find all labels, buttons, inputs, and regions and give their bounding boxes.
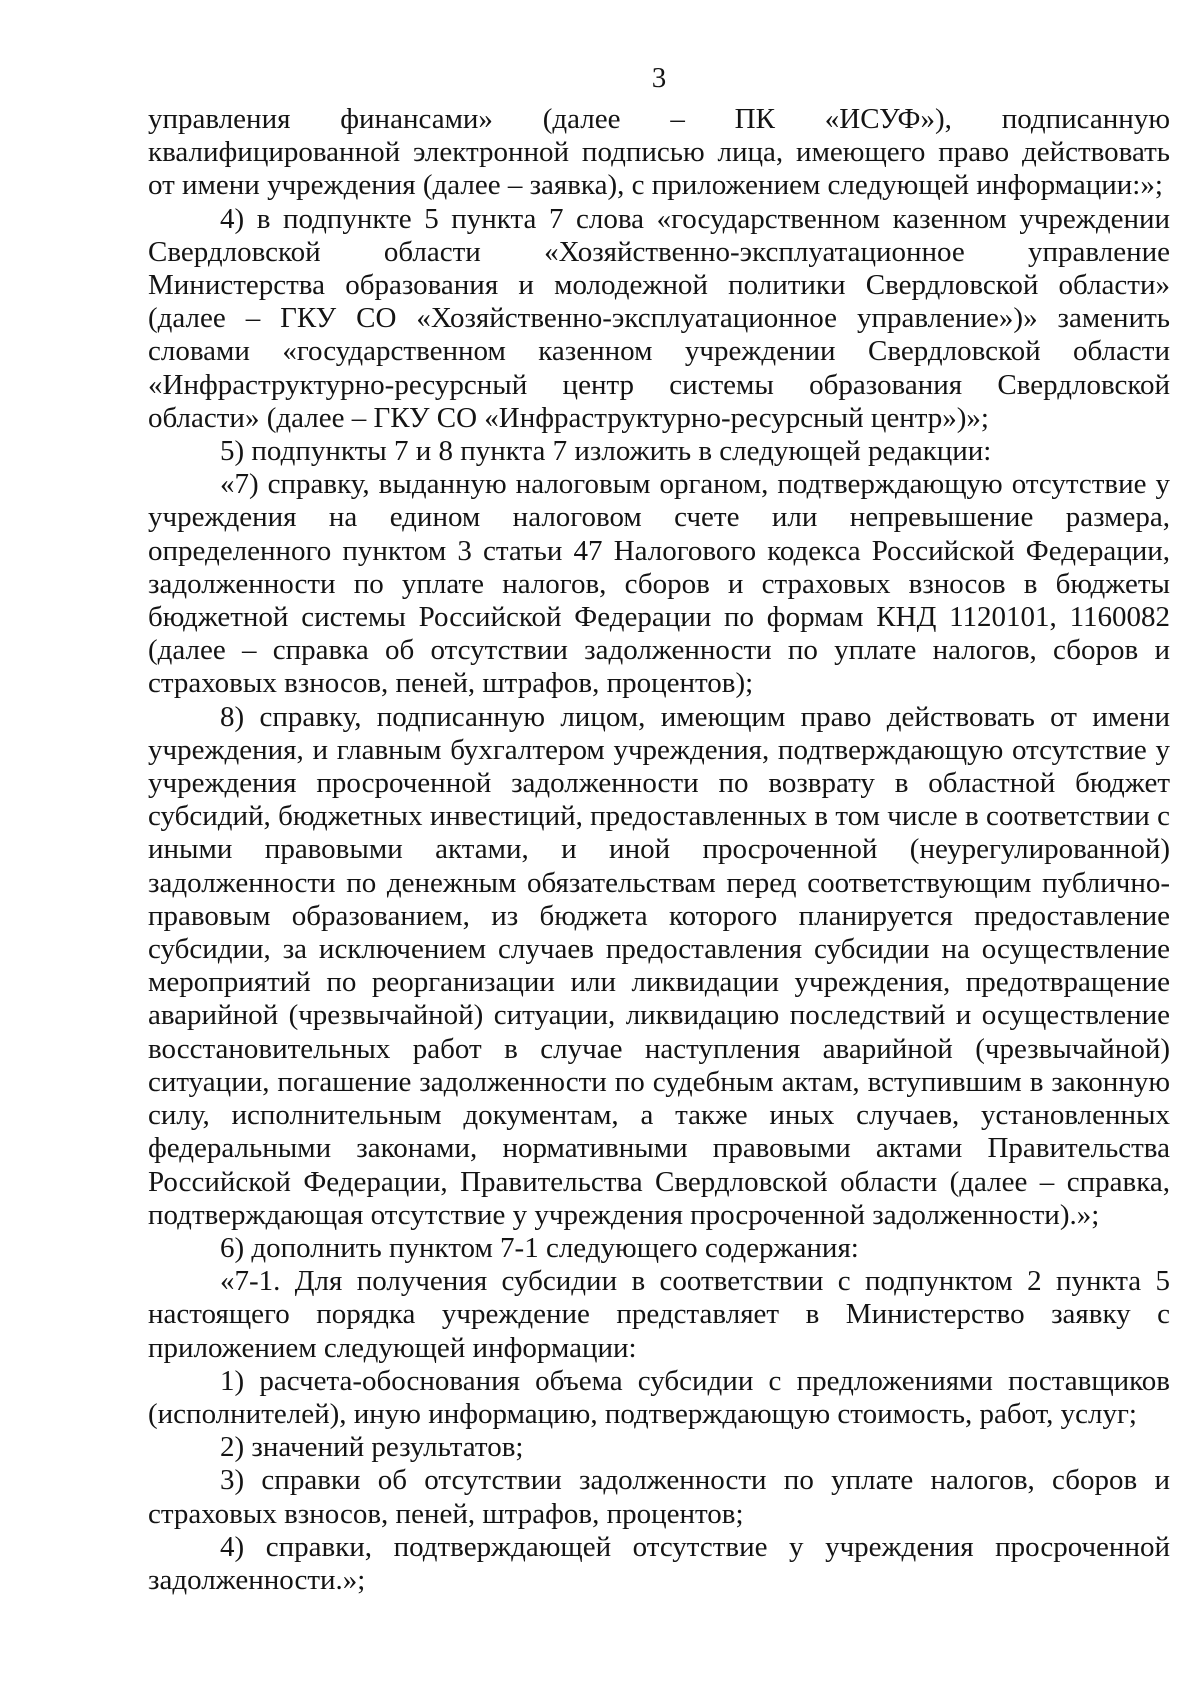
list-item: 2) значений результатов;	[220, 1431, 524, 1464]
document-body	[148, 103, 1170, 1597]
list-item: 1) расчета-обоснования объема субсидии с предложениями поставщиков (исполнителей), иную информацию, подтверждающую стоимость, работ, услуг;	[148, 1364, 1170, 1430]
paragraph: «7) справку, выданную налоговым органом, подтверждающую отсутствие у учреждения на едином налоговом счете или непревышение размера, определенного пунктом 3 статьи 47 Налогового кодекса Российской Федерации, задолженности по уплате налогов, сборов и страховых взносов в бюджеты бюджетной системы Российской Федерации по формам КНД 1120101, 1160082 (далее – справка об отсутствии задолженности по уплате налогов, сборов и страховых взносов, пеней, штрафов, процентов);	[148, 468, 1170, 700]
paragraph: 4) в подпункте 5 пункта 7 слова «государственном казенном учреждении Свердловской области «Хозяйственно-эксплуатационное управление Министерства образования и молодежной политики Свердловской области» (далее – ГКУ СО «Хозяйственно-эксплуатационное управление»)» заменить словами «государственном казенном учреждении Свердловской области «Инфраструктурно-ресурсный центр системы образования Свердловской области» (далее – ГКУ СО «Инфраструктурно-ресурсный центр»)»;	[148, 202, 1170, 434]
document-page	[148, 58, 1170, 1597]
paragraph: «7-1. Для получения субсидии в соответствии с подпунктом 2 пункта 5 настоящего порядка учреждение представляет в Министерство заявку с приложением следующей информации:	[148, 1265, 1170, 1364]
list-item: 3) справки об отсутствии задолженности по уплате налогов, сборов и страховых взносов, пеней, штрафов, процентов;	[148, 1464, 1170, 1530]
page-number: 3	[651, 62, 667, 94]
paragraph: 8) справку, подписанную лицом, имеющим право действовать от имени учреждения, и главным бухгалтером учреждения, подтверждающую отсутствие у учреждения просроченной задолженности по возврату в областной бюджет субсидий, бюджетных инвестиций, предоставленных в том числе в соответствии с иными правовыми актами, и иной просроченной (неурегулированной) задолженности по денежным обязательствам перед соответствующим публично-правовым образованием, из бюджета которого планируется предоставление субсидии, за исключением случаев предоставления субсидии на осуществление мероприятий по реорганизации или ликвидации учреждения, предотвращение аварийной (чрезвычайной) ситуации, ликвидацию последствий и осуществление восстановительных работ в случае наступления аварийной (чрезвычайной) ситуации, погашение задолженности по судебным актам, вступившим в законную силу, исполнительным документам, а также иных случаев, установленных федеральными законами, нормативными правовыми актами Правительства Российской Федерации, Правительства Свердловской области (далее – справка, подтверждающая отсутствие у учреждения просроченной задолженности).»;	[148, 700, 1170, 1231]
paragraph: управления финансами» (далее – ПК «ИСУФ»), подписанную квалифицированной электронной подписью лица, имеющего право действовать от имени учреждения (далее – заявка), с приложением следующей информации:»;	[148, 103, 1170, 202]
paragraph: 6) дополнить пунктом 7-1 следующего содержания:	[220, 1231, 859, 1264]
paragraph: 5) подпункты 7 и 8 пункта 7 изложить в следующей редакции:	[220, 435, 992, 468]
list-item: 4) справки, подтверждающей отсутствие у учреждения просроченной задолженности.»;	[148, 1530, 1170, 1596]
